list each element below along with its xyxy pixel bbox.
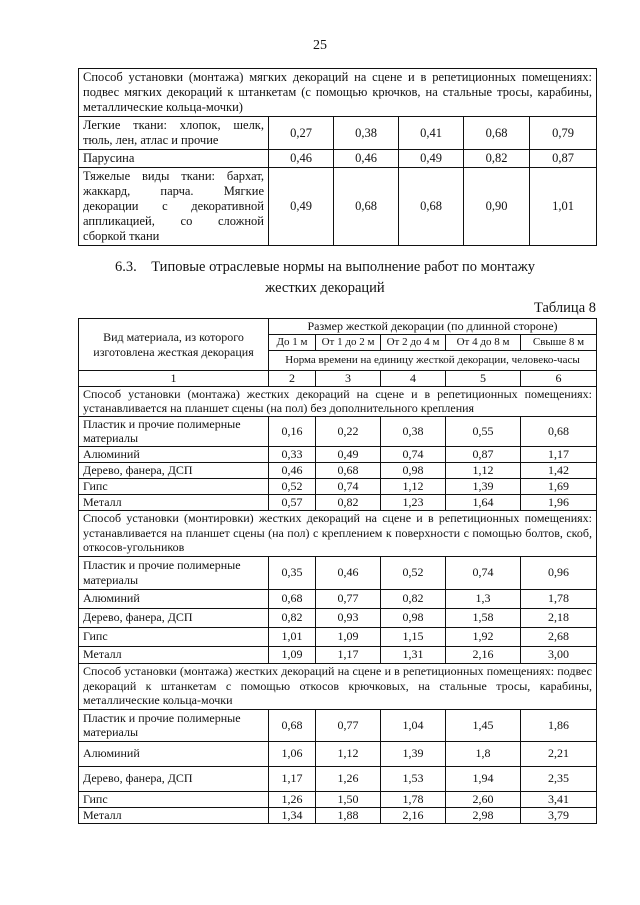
material-cell: Алюминий bbox=[79, 589, 269, 608]
value-cell: 0,46 bbox=[269, 150, 334, 168]
value-cell: 0,98 bbox=[381, 608, 446, 627]
value-cell: 1,86 bbox=[521, 709, 597, 741]
section-number: 6.3. bbox=[114, 259, 137, 275]
material-cell: Парусина bbox=[79, 150, 269, 168]
size-column-header: До 1 м bbox=[269, 335, 316, 351]
material-cell: Алюминий bbox=[79, 446, 269, 462]
value-cell: 1,04 bbox=[381, 709, 446, 741]
value-cell: 0,93 bbox=[316, 608, 381, 627]
material-column-header: Вид материала, из которого изготовлена жесткая декорация bbox=[79, 319, 269, 371]
value-cell: 1,15 bbox=[381, 627, 446, 646]
value-cell: 1,8 bbox=[446, 741, 521, 766]
value-cell: 0,90 bbox=[464, 168, 530, 246]
value-cell: 2,16 bbox=[381, 807, 446, 823]
value-cell: 0,68 bbox=[399, 168, 464, 246]
value-cell: 1,17 bbox=[316, 646, 381, 663]
material-cell: Дерево, фанера, ДСП bbox=[79, 608, 269, 627]
table-row bbox=[79, 117, 597, 150]
column-number: 3 bbox=[316, 371, 381, 387]
soft-decor-table bbox=[78, 68, 597, 246]
table-row bbox=[79, 589, 597, 608]
value-cell: 0,68 bbox=[316, 462, 381, 478]
value-cell: 1,42 bbox=[521, 462, 597, 478]
value-cell: 0,22 bbox=[316, 416, 381, 446]
method-description: Способ установки (монтажа) мягких декораций на сцене и в репетиционных помещениях: подвес мягких декораций к штанкетам (с помощью крючков, на стальные тросы, карабины, металлические кольца-мочки) bbox=[79, 69, 597, 117]
table-row bbox=[79, 646, 597, 663]
value-cell: 1,26 bbox=[269, 791, 316, 807]
table-row bbox=[79, 478, 597, 494]
value-cell: 0,27 bbox=[269, 117, 334, 150]
material-cell: Металл bbox=[79, 646, 269, 663]
material-cell: Пластик и прочие полимерные материалы bbox=[79, 416, 269, 446]
value-cell: 1,64 bbox=[446, 494, 521, 510]
value-cell: 1,17 bbox=[269, 766, 316, 791]
value-cell: 0,68 bbox=[269, 709, 316, 741]
value-cell: 0,55 bbox=[446, 416, 521, 446]
value-cell: 0,68 bbox=[464, 117, 530, 150]
value-cell: 1,06 bbox=[269, 741, 316, 766]
value-cell: 0,74 bbox=[381, 446, 446, 462]
value-cell: 2,68 bbox=[521, 627, 597, 646]
value-cell: 1,78 bbox=[521, 589, 597, 608]
value-cell: 1,88 bbox=[316, 807, 381, 823]
norm-header: Норма времени на единицу жесткой декорации, человеко-часы bbox=[269, 351, 597, 371]
value-cell: 1,39 bbox=[446, 478, 521, 494]
material-cell: Пластик и прочие полимерные материалы bbox=[79, 556, 269, 589]
value-cell: 1,01 bbox=[269, 627, 316, 646]
value-cell: 2,16 bbox=[446, 646, 521, 663]
value-cell: 1,01 bbox=[530, 168, 597, 246]
table-label: Таблица 8 bbox=[533, 300, 596, 316]
value-cell: 0,82 bbox=[464, 150, 530, 168]
value-cell: 0,38 bbox=[334, 117, 399, 150]
value-cell: 2,35 bbox=[521, 766, 597, 791]
value-cell: 1,50 bbox=[316, 791, 381, 807]
material-cell: Металл bbox=[79, 494, 269, 510]
value-cell: 3,41 bbox=[521, 791, 597, 807]
page-number: 25 bbox=[313, 38, 327, 53]
section-heading bbox=[90, 257, 560, 299]
table-row bbox=[79, 791, 597, 807]
table-row bbox=[79, 416, 597, 446]
material-cell: Пластик и прочие полимерные материалы bbox=[79, 709, 269, 741]
value-cell: 0,77 bbox=[316, 589, 381, 608]
value-cell: 0,68 bbox=[269, 589, 316, 608]
size-group-header: Размер жесткой декорации (по длинной стороне) bbox=[269, 319, 597, 335]
material-cell: Металл bbox=[79, 807, 269, 823]
value-cell: 0,57 bbox=[269, 494, 316, 510]
value-cell: 0,46 bbox=[316, 556, 381, 589]
table-row bbox=[79, 627, 597, 646]
material-cell: Дерево, фанера, ДСП bbox=[79, 462, 269, 478]
value-cell: 0,82 bbox=[381, 589, 446, 608]
table-row bbox=[79, 608, 597, 627]
value-cell: 1,09 bbox=[316, 627, 381, 646]
value-cell: 0,98 bbox=[381, 462, 446, 478]
column-number: 4 bbox=[381, 371, 446, 387]
column-number: 6 bbox=[521, 371, 597, 387]
size-column-header: Свыше 8 м bbox=[521, 335, 597, 351]
value-cell: 0,46 bbox=[334, 150, 399, 168]
value-cell: 1,12 bbox=[381, 478, 446, 494]
value-cell: 0,41 bbox=[399, 117, 464, 150]
table-row bbox=[79, 168, 597, 246]
rigid-decor-table bbox=[78, 318, 597, 824]
value-cell: 1,53 bbox=[381, 766, 446, 791]
value-cell: 1,78 bbox=[381, 791, 446, 807]
value-cell: 0,87 bbox=[446, 446, 521, 462]
value-cell: 3,79 bbox=[521, 807, 597, 823]
value-cell: 0,33 bbox=[269, 446, 316, 462]
table-row bbox=[79, 556, 597, 589]
value-cell: 0,52 bbox=[269, 478, 316, 494]
value-cell: 3,00 bbox=[521, 646, 597, 663]
table-row bbox=[79, 741, 597, 766]
value-cell: 1,26 bbox=[316, 766, 381, 791]
value-cell: 0,96 bbox=[521, 556, 597, 589]
material-cell: Тяжелые виды ткани: бархат, жаккард, парча. Мягкие декорации с декоративной аппликацией, со сложной сборкой ткани bbox=[79, 168, 269, 246]
value-cell: 0,35 bbox=[269, 556, 316, 589]
value-cell: 1,96 bbox=[521, 494, 597, 510]
table-row bbox=[79, 462, 597, 478]
value-cell: 0,87 bbox=[530, 150, 597, 168]
material-cell: Легкие ткани: хлопок, шелк, тюль, лен, атлас и прочие bbox=[79, 117, 269, 150]
material-cell: Алюминий bbox=[79, 741, 269, 766]
material-cell: Гипс bbox=[79, 627, 269, 646]
table-row bbox=[79, 446, 597, 462]
value-cell: 2,18 bbox=[521, 608, 597, 627]
value-cell: 1,17 bbox=[521, 446, 597, 462]
value-cell: 1,12 bbox=[316, 741, 381, 766]
material-cell: Гипс bbox=[79, 478, 269, 494]
material-cell: Дерево, фанера, ДСП bbox=[79, 766, 269, 791]
table-row bbox=[79, 494, 597, 510]
value-cell: 0,38 bbox=[381, 416, 446, 446]
value-cell: 1,23 bbox=[381, 494, 446, 510]
column-number: 2 bbox=[269, 371, 316, 387]
value-cell: 0,82 bbox=[316, 494, 381, 510]
value-cell: 1,45 bbox=[446, 709, 521, 741]
table-row bbox=[79, 150, 597, 168]
value-cell: 0,74 bbox=[446, 556, 521, 589]
value-cell: 0,49 bbox=[316, 446, 381, 462]
value-cell: 1,3 bbox=[446, 589, 521, 608]
value-cell: 1,58 bbox=[446, 608, 521, 627]
value-cell: 0,16 bbox=[269, 416, 316, 446]
table-row bbox=[79, 709, 597, 741]
size-column-header: От 4 до 8 м bbox=[446, 335, 521, 351]
table-row bbox=[79, 807, 597, 823]
method-description: Способ установки (монтажа) жестких декораций на сцене и в репетиционных помещениях: устанавливается на планшет сцены (на пол) без дополнительного крепления bbox=[79, 386, 597, 416]
value-cell: 1,39 bbox=[381, 741, 446, 766]
value-cell: 1,09 bbox=[269, 646, 316, 663]
value-cell: 0,74 bbox=[316, 478, 381, 494]
value-cell: 0,82 bbox=[269, 608, 316, 627]
size-column-header: От 1 до 2 м bbox=[316, 335, 381, 351]
value-cell: 0,46 bbox=[269, 462, 316, 478]
size-column-header: От 2 до 4 м bbox=[381, 335, 446, 351]
value-cell: 0,79 bbox=[530, 117, 597, 150]
value-cell: 0,49 bbox=[399, 150, 464, 168]
value-cell: 1,94 bbox=[446, 766, 521, 791]
column-number: 5 bbox=[446, 371, 521, 387]
table-row bbox=[79, 766, 597, 791]
value-cell: 1,92 bbox=[446, 627, 521, 646]
material-cell: Гипс bbox=[79, 791, 269, 807]
value-cell: 0,49 bbox=[269, 168, 334, 246]
value-cell: 2,21 bbox=[521, 741, 597, 766]
column-number: 1 bbox=[79, 371, 269, 387]
method-description: Способ установки (монтажа) жестких декораций на сцене и в репетиционных помещениях: подвес декораций к штанкетам с помощью откосов крючковых, на стальные тросы, карабины, металлические кольца-мочки bbox=[79, 663, 597, 709]
value-cell: 1,31 bbox=[381, 646, 446, 663]
value-cell: 0,68 bbox=[334, 168, 399, 246]
value-cell: 0,52 bbox=[381, 556, 446, 589]
value-cell: 2,98 bbox=[446, 807, 521, 823]
value-cell: 0,77 bbox=[316, 709, 381, 741]
section-title: Типовые отраслевые нормы на выполнение работ по монтажу жестких декораций bbox=[151, 259, 536, 296]
value-cell: 1,12 bbox=[446, 462, 521, 478]
value-cell: 0,68 bbox=[521, 416, 597, 446]
value-cell: 2,60 bbox=[446, 791, 521, 807]
value-cell: 1,34 bbox=[269, 807, 316, 823]
value-cell: 1,69 bbox=[521, 478, 597, 494]
method-description: Способ установки (монтировки) жестких декораций на сцене и в репетиционных помещениях: устанавливается на планшет сцены (на пол) с креплением к поверхности с помощью болтов, скоб, откосов-угольников bbox=[79, 510, 597, 556]
